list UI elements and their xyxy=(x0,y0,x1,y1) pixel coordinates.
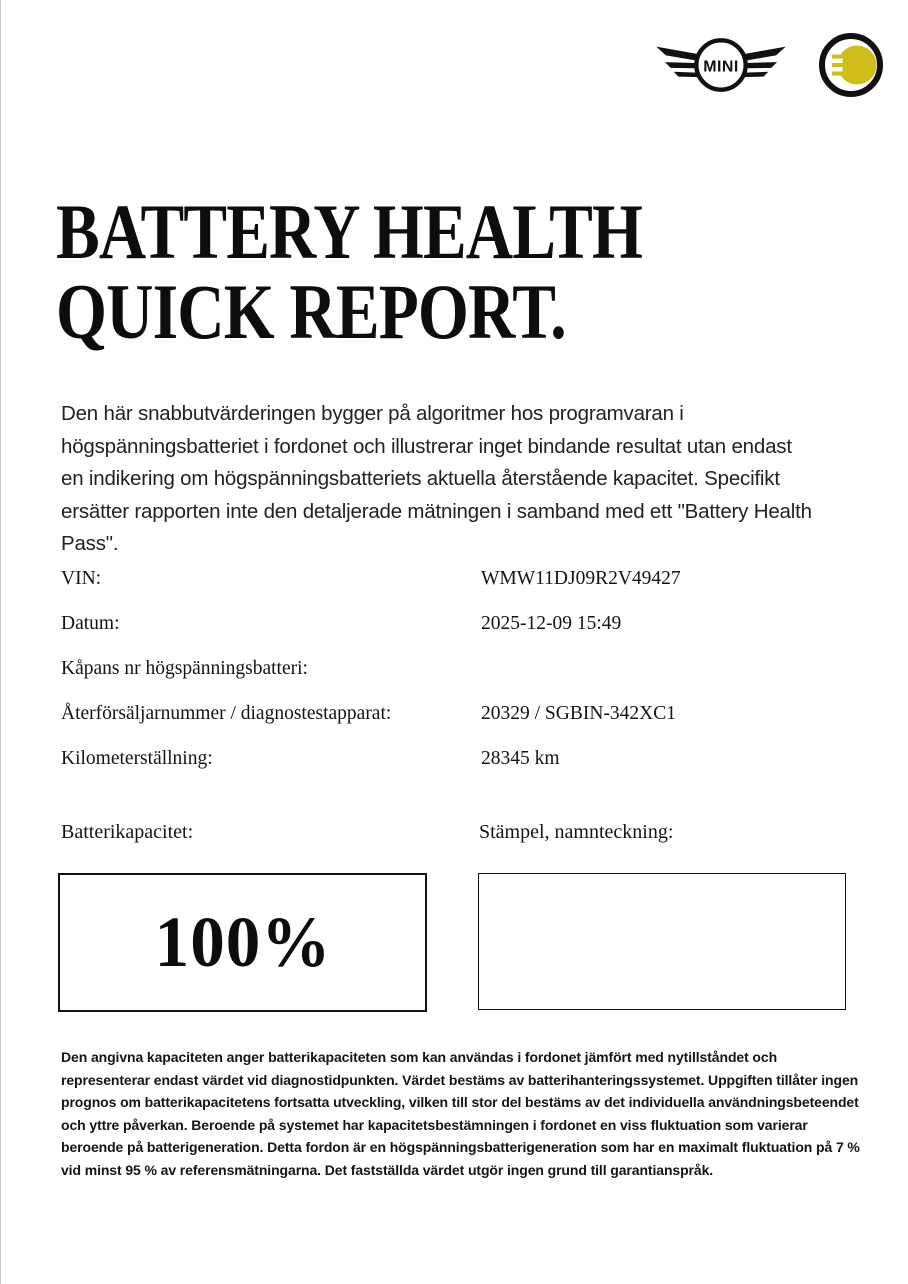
field-label-date: Datum: xyxy=(61,613,120,634)
intro-paragraph: Den här snabbutvärderingen bygger på algoritmer hos programvaran i högspänningsbatteriet i fordonet och illustrerar inget bindande resultat utan endast en indikering om högspänningsbatteriets aktuella återstående kapacitet. Specifikt ersätter rapporten inte den detaljerade mätningen i samband med ett "Battery Health Pass". xyxy=(61,402,812,555)
page-title xyxy=(56,188,643,355)
field-label-battery-housing-number: Kåpans nr högspänningsbatteri: xyxy=(61,658,308,679)
mini-logo-icon xyxy=(654,36,788,94)
field-label-dealer-number: Återförsäljarnummer / diagnostestapparat: xyxy=(61,703,392,724)
field-row-date xyxy=(61,613,861,658)
field-row-vin xyxy=(61,568,861,613)
page-title-line1: BATTERY HEALTH xyxy=(56,188,643,275)
page-title-line2: QUICK REPORT. xyxy=(56,268,566,355)
field-row-dealer-number xyxy=(61,703,861,748)
field-value-date: 2025-12-09 15:49 xyxy=(481,613,622,634)
field-row-odometer xyxy=(61,748,861,793)
field-label-odometer: Kilometerställning: xyxy=(61,748,213,769)
battery-capacity-value: 100% xyxy=(154,902,331,982)
field-label-vin: VIN: xyxy=(61,568,102,589)
battery-capacity-label: Batterikapacitet: xyxy=(61,821,194,843)
field-row-battery-housing-number xyxy=(61,658,861,703)
field-value-vin: WMW11DJ09R2V49427 xyxy=(481,568,681,589)
stamp-signature-box xyxy=(478,873,846,1010)
field-value-odometer: 28345 km xyxy=(481,748,560,769)
stamp-signature-label: Stämpel, namnteckning: xyxy=(479,821,674,843)
field-value-dealer-number: 20329 / SGBIN-342XC1 xyxy=(481,703,677,724)
mini-logo-text: MINI xyxy=(703,58,739,76)
disclaimer-text: Den angivna kapaciteten anger batterikapaciteten som kan användas i fordonet jämfört med nytillståndet och representerar endast värdet vid diagnostidpunkten. Värdet bestäms av batterihanteringssystemet. Uppgiften tillåter ingen prognos om batterikapacitetens fortsatta utveckling, vilken till stor del bestäms av det individuella användningsbeteendet och yttre påverkan. Beroende på systemet har kapacitetsbestämningen i fordonet en viss fluktuation som varierar beroende på batterigeneration. Detta fordon är en högspänningsbatterigeneration som har en maximalt fluktuation på 7 % vid minst 95 % av referensmätningarna. Det fastställda värdet utgör ingen grund till garantianspråk. xyxy=(61,1049,860,1178)
report-fields xyxy=(61,568,861,793)
battery-capacity-box xyxy=(58,873,427,1012)
ev-plug-icon xyxy=(817,31,885,99)
